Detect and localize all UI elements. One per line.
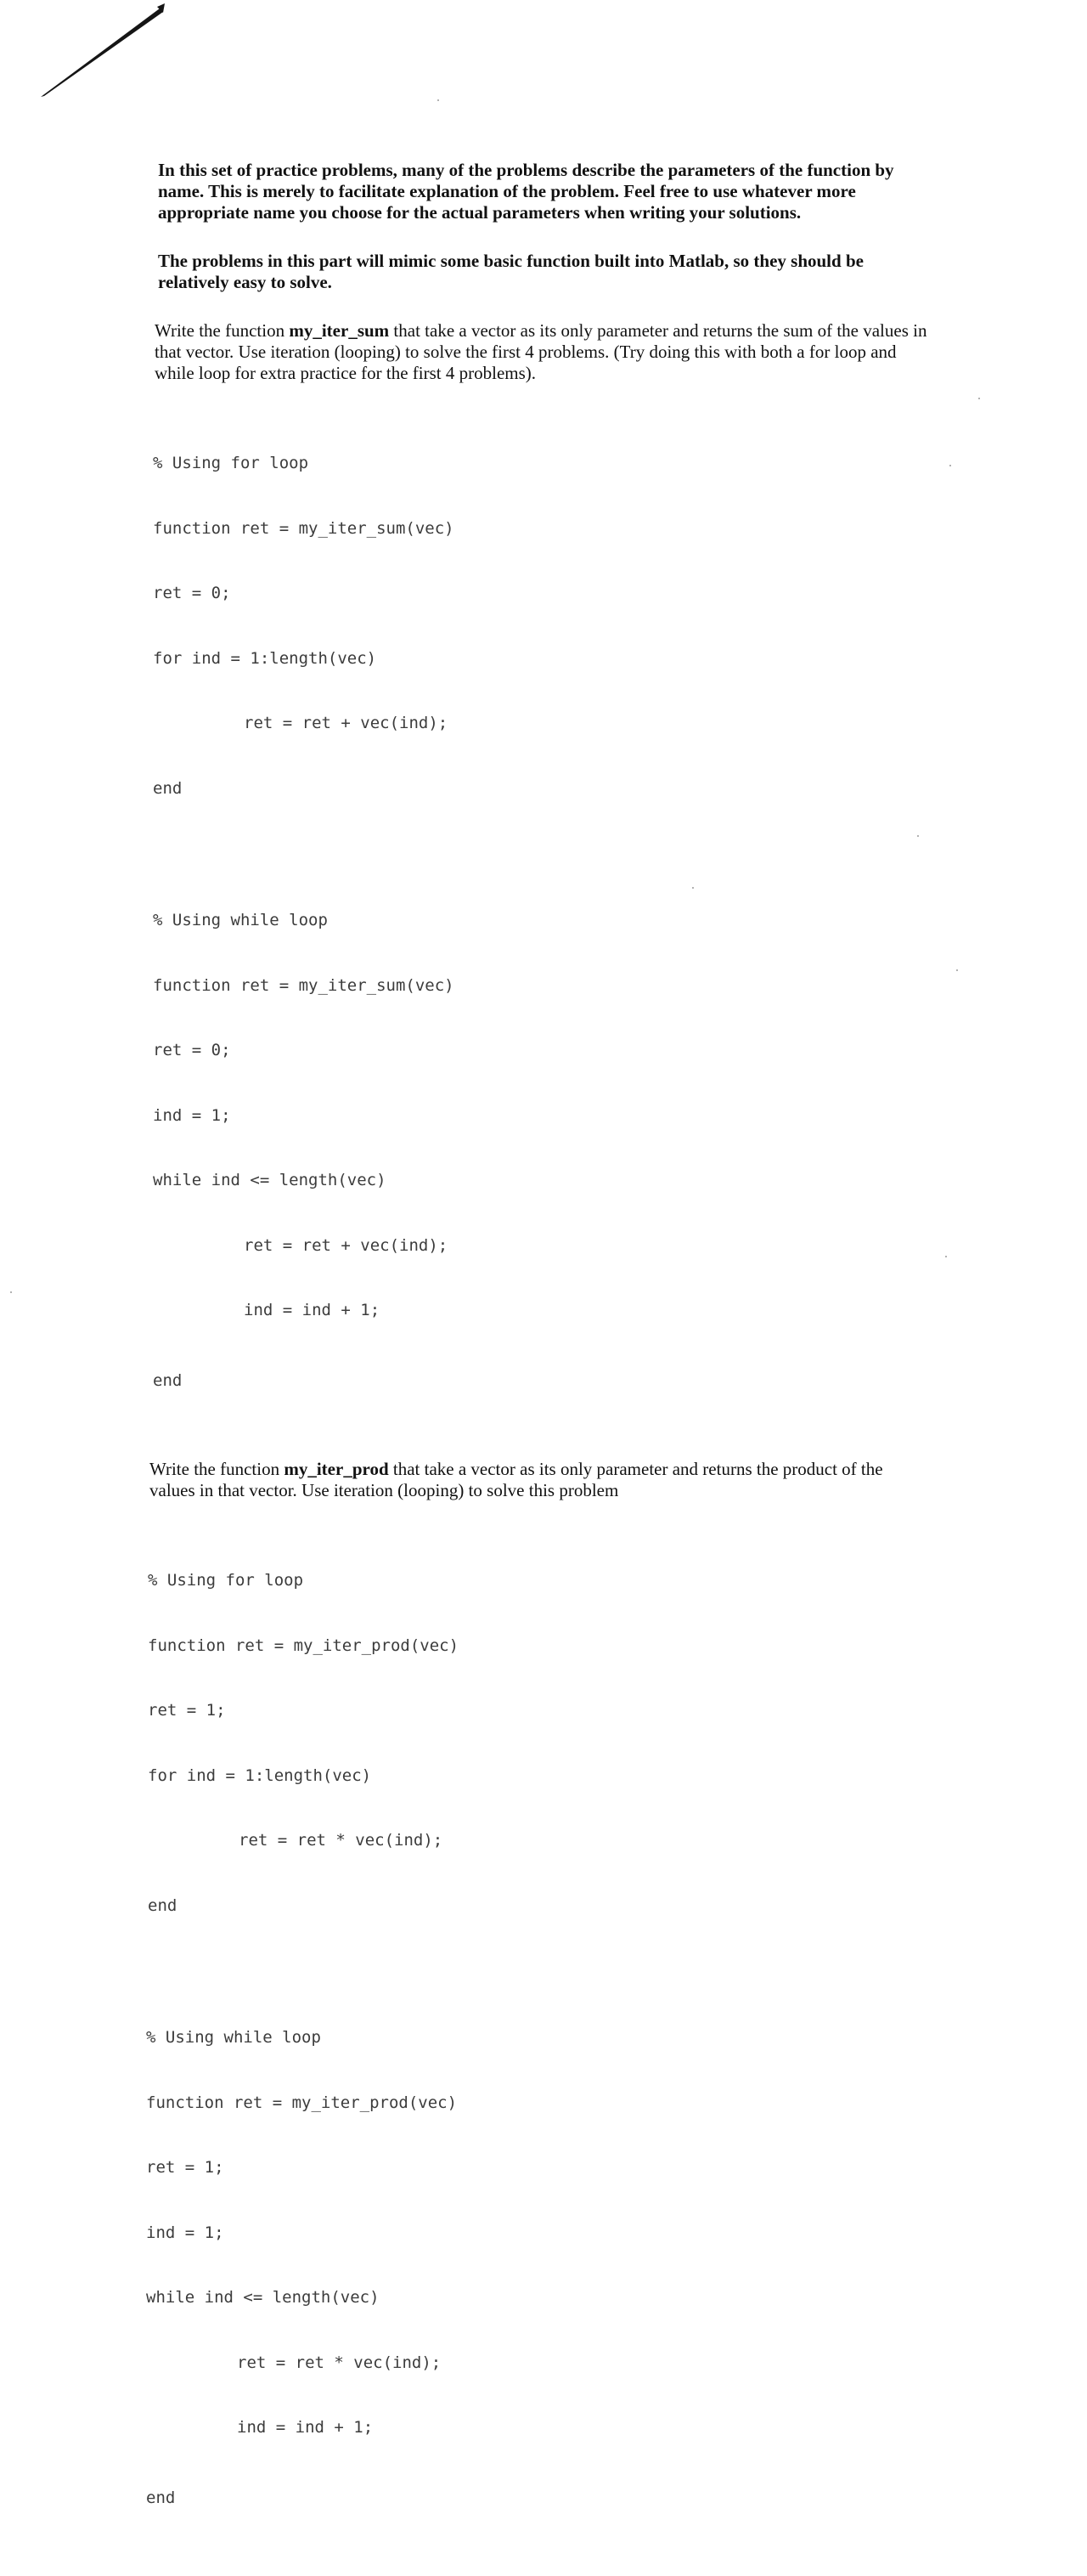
code-line: % Using for loop [148,1571,304,1590]
problem-prod-text [149,1459,922,1501]
scan-speck [956,969,958,971]
code-sum-for-loop [153,410,934,843]
code-prod-for-loop [148,1527,934,1960]
matlab-note-paragraph [158,251,931,293]
code-line: % Using for loop [153,454,309,472]
code-line: function ret = my_iter_prod(vec) [148,1635,459,1655]
intro-text: In this set of practice problems, many of the problems describe the parameters of the function by name. This is merely to facilitate explanation of the problem. Feel free to use whatever more appropriate name you choose for the actual parameters when writing your solutions. [158,160,894,223]
code-line: for ind = 1:length(vec) [148,1765,372,1785]
pen-stroke-mark [0,0,187,110]
code-line: end [153,778,183,798]
code-line: ret = ret * vec(ind); [239,1831,443,1850]
scan-speck [10,1291,12,1293]
problem-sum-text-after: that take a vector as its only parameter and returns the sum of the values in that vector. Use iteration (looping) to solve the first 4 problems. (Try doing this with both a for loop and while loop for extra practice for the first 4 problems). [155,320,927,383]
code-line: % Using while loop [153,911,328,929]
document-body [146,160,934,2576]
code-line: ind = 1; [146,2223,224,2242]
code-line: function ret = my_iter_prod(vec) [146,2093,458,2112]
problem-prod-text-before: Write the function [149,1459,284,1479]
problem-prod-text-after: that take a vector as its only parameter and returns the product of the values in that vector. Use iteration (looping) to solve this problem [149,1459,883,1500]
code-line: while ind <= length(vec) [146,2288,380,2307]
problem-sum-description [155,320,927,384]
scan-speck [437,99,439,101]
intro-paragraph [158,160,931,223]
code-line: end [148,1895,177,1915]
scan-speck [949,465,951,466]
code-line: function ret = my_iter_sum(vec) [153,975,454,995]
function-name-my-iter-sum: my_iter_sum [289,320,390,341]
code-prod-while-loop [146,1984,934,2552]
scan-speck [945,1256,947,1257]
code-line: end [146,2488,176,2507]
code-line: ret = ret + vec(ind); [244,714,448,732]
code-line: end [153,1370,183,1390]
code-line: ret = 0; [153,1041,231,1059]
problem-sum-text [155,320,927,384]
code-line: ret = 1; [148,1701,226,1720]
code-sum-while-loop [153,867,934,1435]
code-line: function ret = my_iter_sum(vec) [153,518,454,538]
code-line: % Using while loop [146,2028,321,2047]
code-line: ind = 1; [153,1105,231,1125]
code-line: ind = ind + 1; [244,1301,380,1319]
problem-sum-text-before: Write the function [155,320,290,341]
matlab-note-text: The problems in this part will mimic some basic function built into Matlab, so they should be relatively easy to solve. [158,251,864,292]
code-line: for ind = 1:length(vec) [153,648,377,668]
problem-prod-description [149,1459,922,1501]
code-line: ind = ind + 1; [237,2418,374,2437]
code-line: while ind <= length(vec) [153,1171,386,1189]
code-line: ret = ret * vec(ind); [237,2353,442,2372]
code-line: ret = 0; [153,584,231,602]
code-line: ret = 1; [146,2158,224,2177]
code-line: ret = ret + vec(ind); [244,1235,448,1255]
scan-speck [978,398,980,399]
function-name-my-iter-prod: my_iter_prod [284,1459,389,1479]
